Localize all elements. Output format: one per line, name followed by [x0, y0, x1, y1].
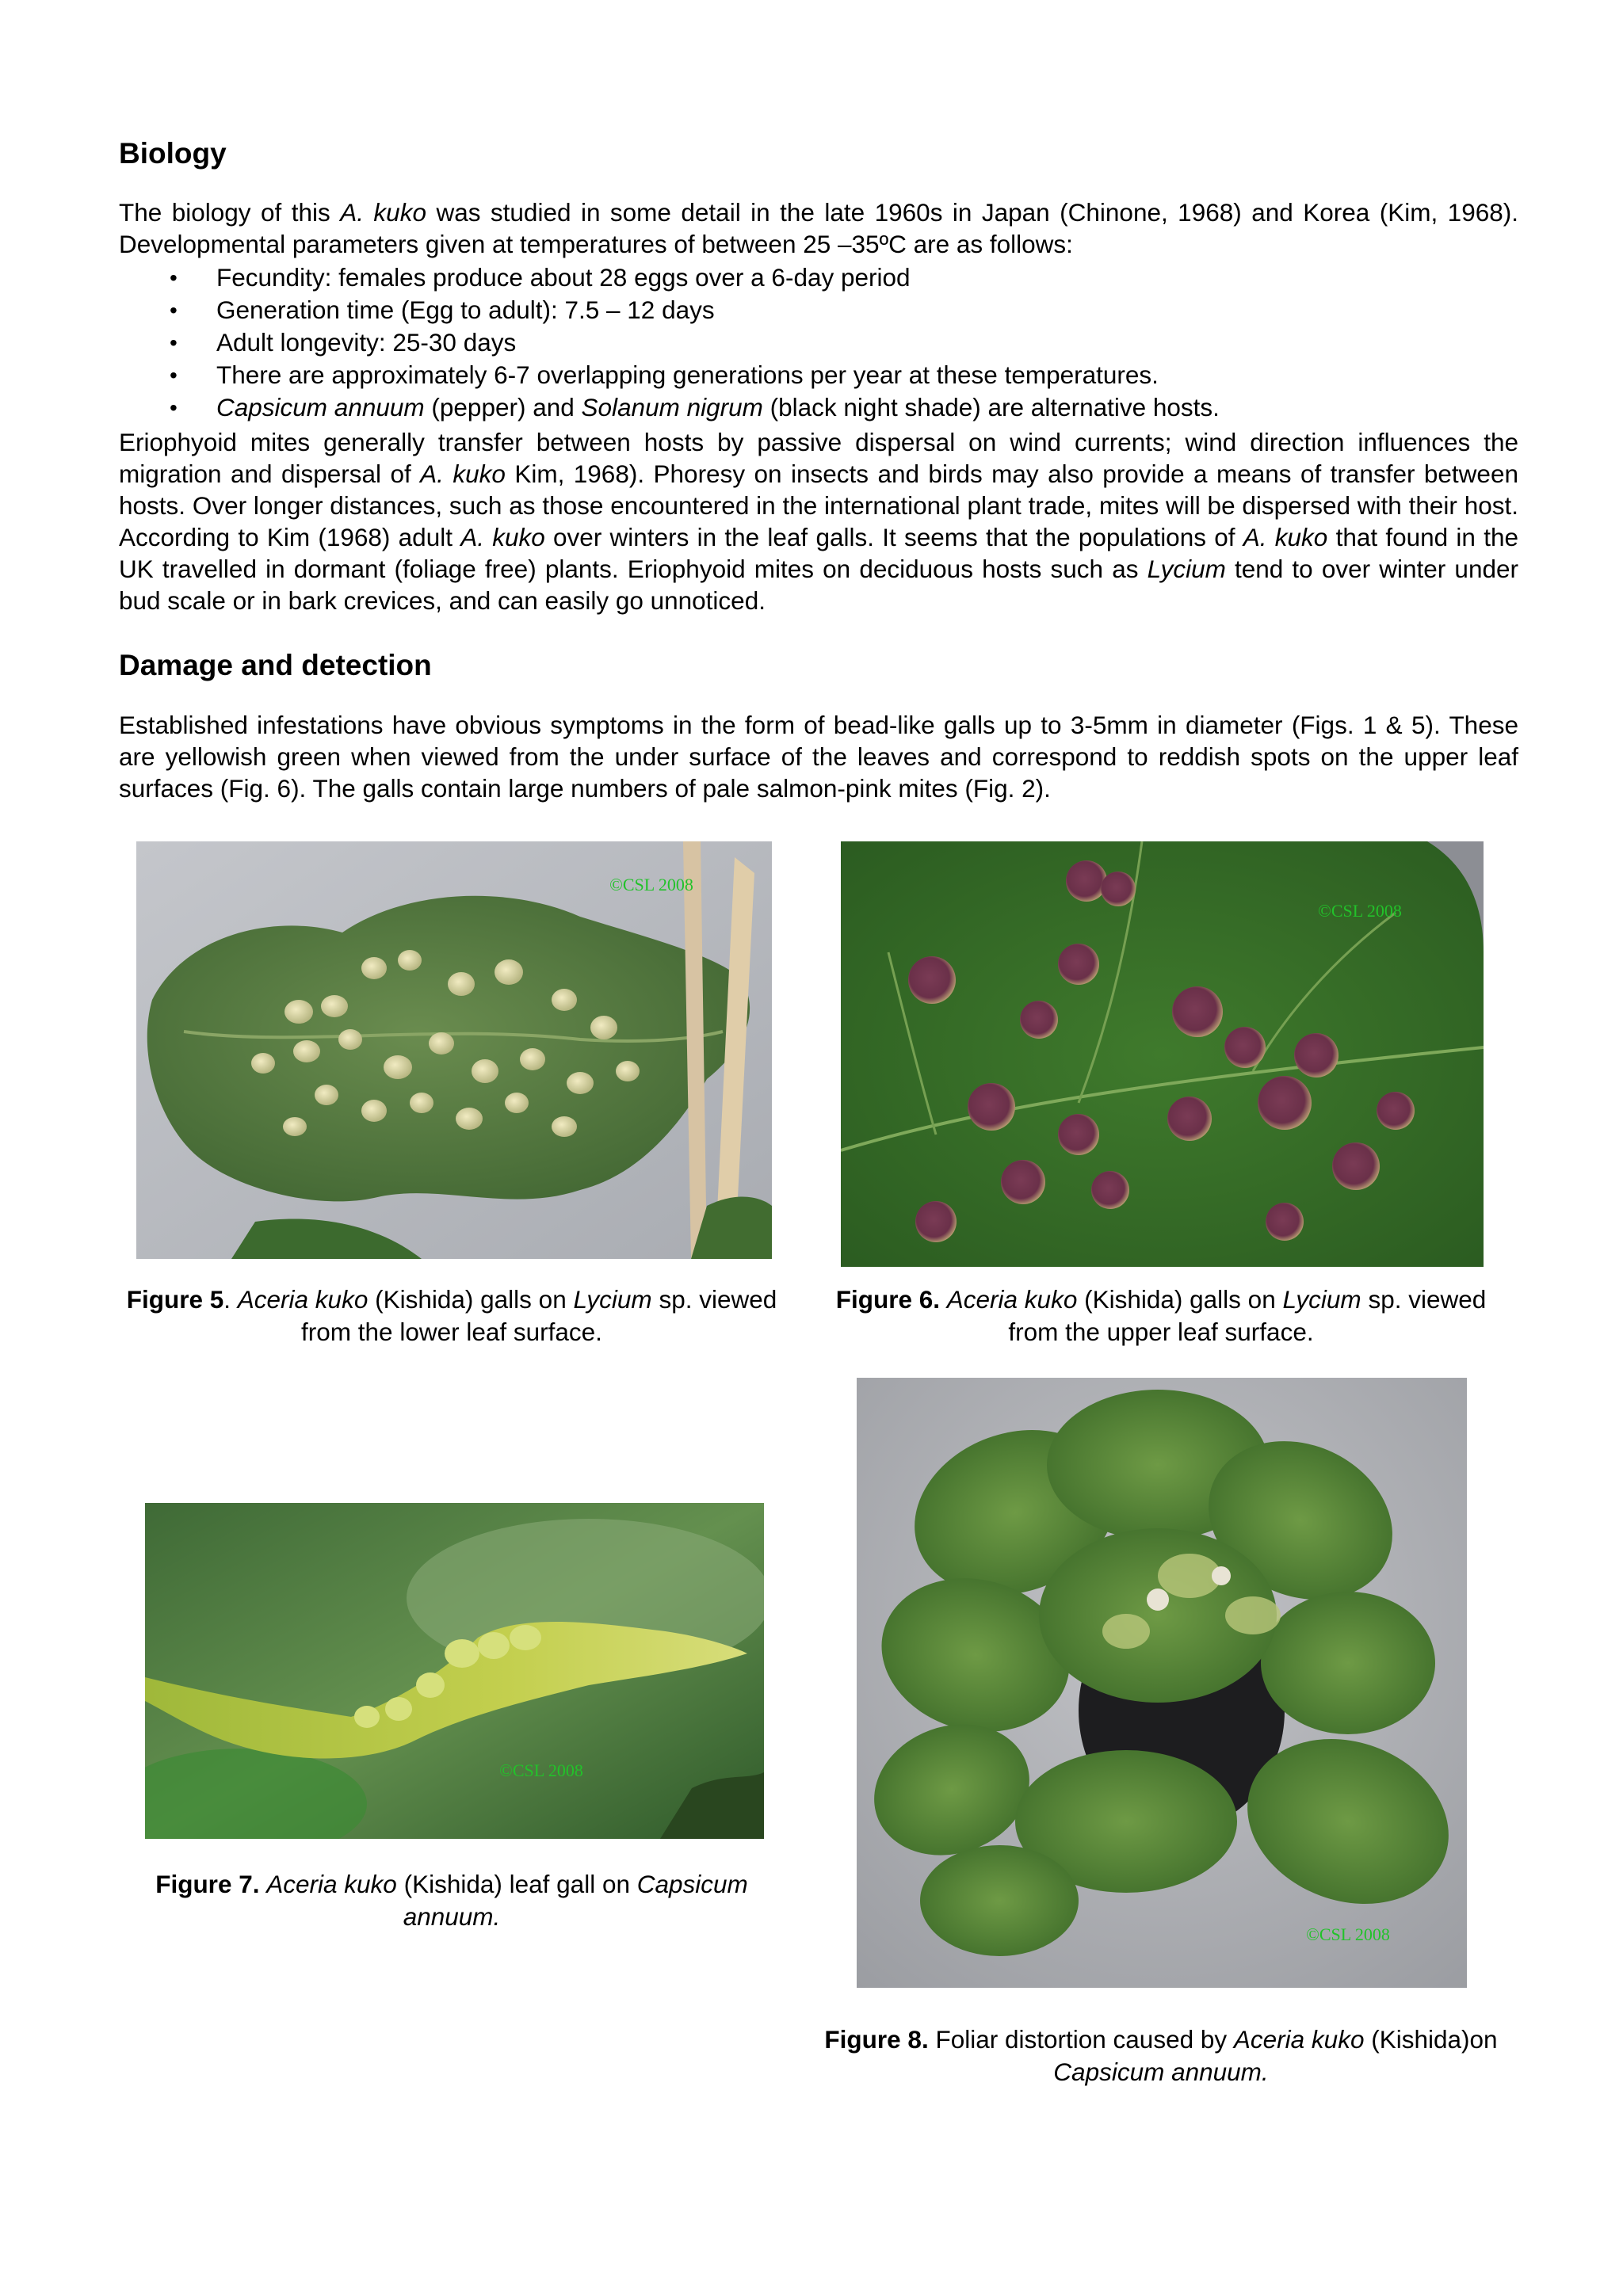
biology-heading: Biology: [119, 137, 227, 170]
watermark-text: ©CSL 2008: [609, 875, 693, 894]
italic-text: A. kuko: [420, 460, 506, 488]
italic-text: Lycium: [1147, 555, 1226, 583]
italic-text: Aceria kuko: [237, 1285, 369, 1314]
list-item: [119, 391, 1518, 424]
watermark-text: ©CSL 2008: [1318, 901, 1402, 921]
list-item: [119, 359, 1518, 391]
bold-text: Figure 6.: [835, 1285, 940, 1314]
bullet-icon: •: [170, 363, 178, 387]
bullet-icon: •: [170, 265, 178, 290]
bold-text: Figure 8.: [824, 2025, 929, 2054]
figure-5-photo: [136, 841, 772, 1259]
italic-text: Lycium: [1282, 1285, 1361, 1314]
biology-intro-paragraph: The biology of this A. kuko was studied in some detail in the late 1960s in Japan (Chinone, 1968) and Korea (Kim, 1968). Developmental parameters given at temperatures of between 25 –35ºC are as follows:: [119, 198, 1518, 258]
dispersal-paragraph: Eriophyoid mites generally transfer between hosts by passive dispersal on wind currents; wind direction influences the migration and dispersal of A. kuko Kim, 1968). Phoresy on insects and birds may also provide a means of transfer between hosts. Over longer distances, such as those encountered in the international plant trade, mites will be dispersed with their host. According to Kim (1968) adult A. kuko over winters in the leaf galls. It seems that the populations of A. kuko that found in the UK travelled in dormant (foliage free) plants. Eriophyoid mites on deciduous hosts such as Lycium tend to over winter under bud scale or in bark crevices, and can easily go unnoticed.: [119, 428, 1518, 615]
list-item-text: Adult longevity: 25-30 days: [216, 328, 517, 357]
italic-text: Capsicum annuum: [216, 393, 425, 421]
list-item: [119, 326, 1518, 359]
damage-detection-heading: Damage and detection: [119, 649, 432, 681]
bullet-icon: •: [170, 330, 178, 355]
watermark-text: ©CSL 2008: [1306, 1924, 1390, 1944]
italic-text: Aceria kuko: [266, 1870, 397, 1898]
watermark-text: ©CSL 2008: [499, 1760, 583, 1780]
figure-6-caption: Figure 6. Aceria kuko (Kishida) galls on Lycium sp. viewed from the upper leaf surface.: [835, 1285, 1487, 1346]
italic-text: Lycium: [573, 1285, 652, 1314]
italic-text: A. kuko: [340, 198, 426, 227]
damage-paragraph: Established infestations have obvious symptoms in the form of bead-like galls up to 3-5mm in diameter (Figs. 1 & 5). These are yellowish green when viewed from the under surface of the leaves and correspond to reddish spots on the upper leaf surfaces (Fig. 6). The galls contain large numbers of pale salmon-pink mites (Fig. 2).: [119, 711, 1518, 803]
figure-6-photo: [841, 841, 1484, 1267]
italic-text: Capsicum annuum.: [403, 1870, 748, 1931]
list-item-text: Capsicum annuum (pepper) and Solanum nigrum (black night shade) are alternative hosts.: [216, 393, 1220, 421]
bullet-icon: •: [170, 395, 178, 420]
figure-8-caption: Figure 8. Foliar distortion caused by Aceria kuko (Kishida)on Capsicum annuum.: [824, 2025, 1498, 2086]
italic-text: A. kuko: [1243, 523, 1328, 551]
bold-text: Figure 5: [126, 1285, 224, 1314]
figure-7-caption: Figure 7. Aceria kuko (Kishida) leaf gall on Capsicum annuum.: [155, 1870, 748, 1931]
italic-text: Solanum nigrum: [581, 393, 763, 421]
figure-8-photo: [857, 1378, 1467, 1988]
list-item: [119, 294, 1518, 326]
italic-text: A. kuko: [460, 523, 545, 551]
figure-7-photo: [145, 1503, 764, 1839]
list-item-text: There are approximately 6-7 overlapping generations per year at these temperatures.: [216, 360, 1159, 389]
figure-5-caption: Figure 5. Aceria kuko (Kishida) galls on Lycium sp. viewed from the lower leaf surface.: [126, 1285, 777, 1346]
italic-text: Aceria kuko: [1233, 2025, 1365, 2054]
list-item-text: Fecundity: females produce about 28 eggs over a 6-day period: [216, 263, 911, 292]
developmental-parameters-list: [119, 261, 1518, 424]
list-item: [119, 261, 1518, 294]
bold-text: Figure 7.: [155, 1870, 260, 1898]
bullet-icon: •: [170, 298, 178, 322]
italic-text: Capsicum annuum.: [1053, 2058, 1269, 2086]
list-item-text: Generation time (Egg to adult): 7.5 – 12 days: [216, 296, 715, 324]
italic-text: Aceria kuko: [946, 1285, 1078, 1314]
